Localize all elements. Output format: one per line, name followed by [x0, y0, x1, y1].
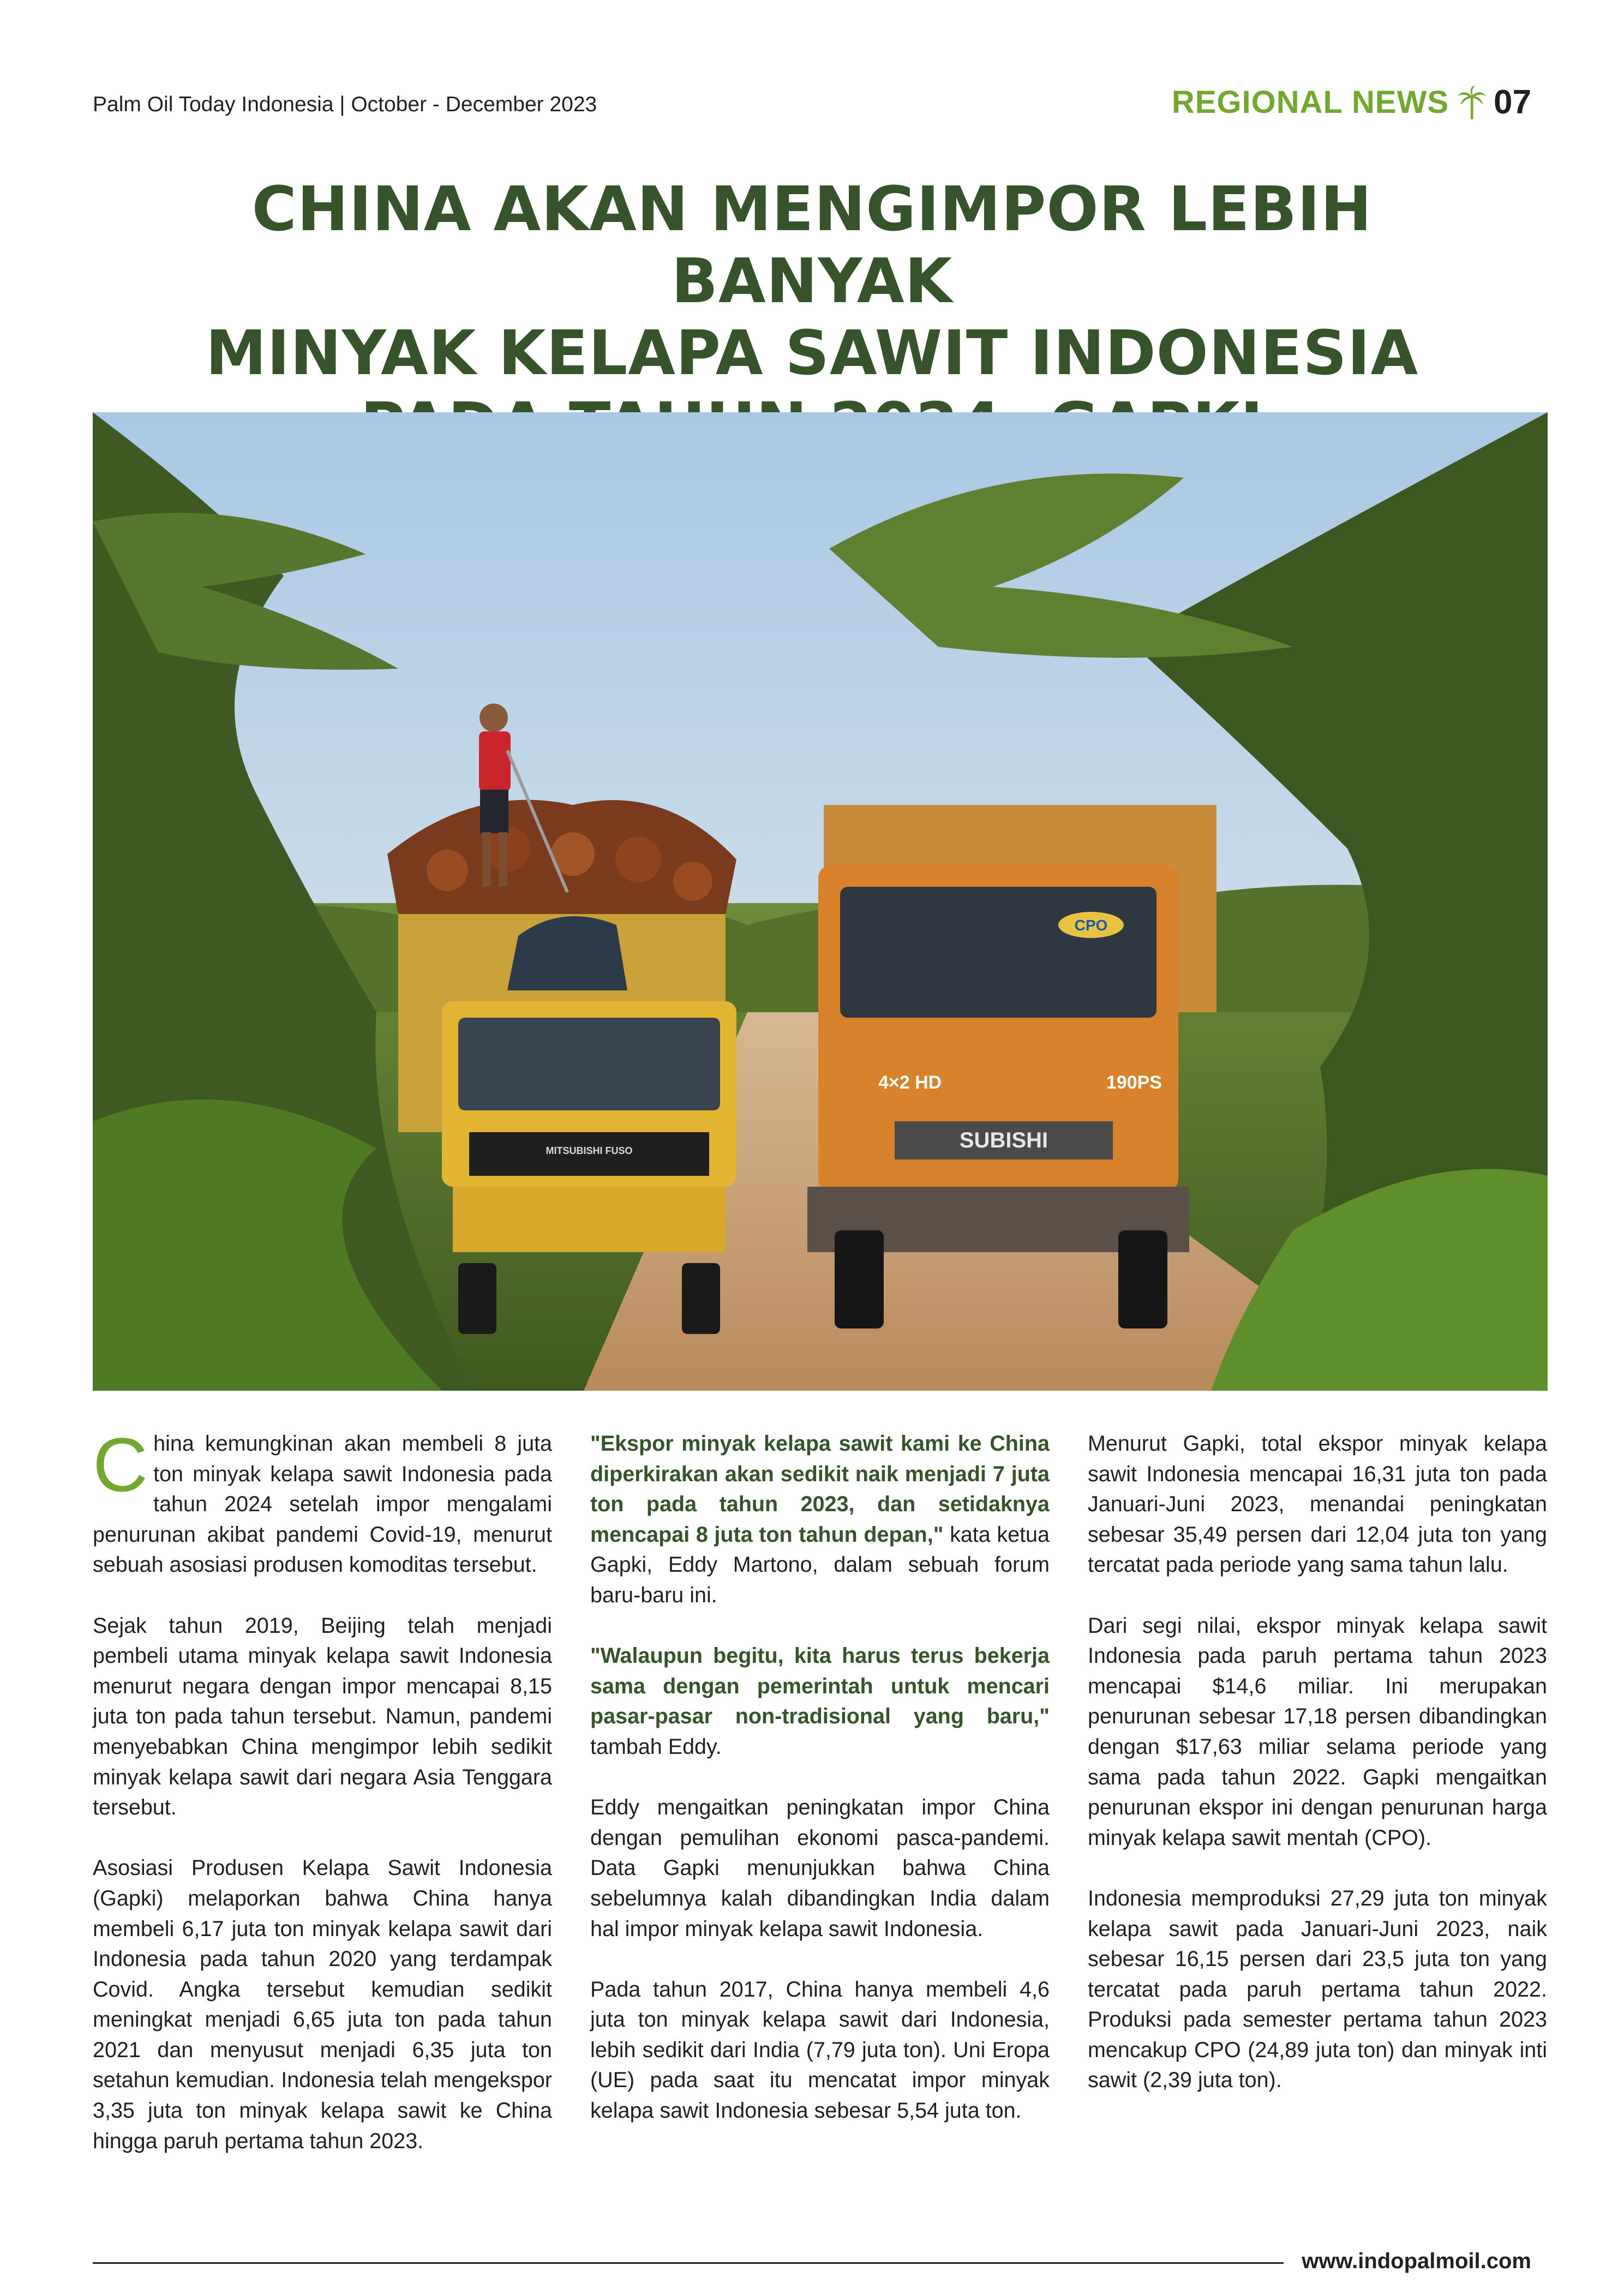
quote-1: "Ekspor minyak kelapa sawit kami ke China diperkirakan akan sedikit naik menjadi 7 juta ton pada tahun 2023, dan setidaknya mencapai 8 juta ton tahun depan,"	[590, 1432, 1050, 1547]
article-column-1	[93, 1422, 552, 2187]
quote-1-attribution: kata ketua Gapki, Eddy Martono, dalam sebuah forum baru-baru ini.	[590, 1522, 1050, 1607]
article-photo	[93, 412, 1548, 1391]
quote-2: "Walaupun begitu, kita harus terus bekerja sama dengan pemerintah untuk mencari pasar-pasar non-tradisional yang baru,"	[590, 1644, 1050, 1729]
article-column-3	[1088, 1429, 1547, 2126]
lead-text: hina kemungkinan akan membeli 8 juta ton minyak kelapa sawit Indonesia pada tahun 2024 setelah impor mengalami penurunan akibat pandemi Covid-19, menurut sebuah asosiasi produsen komoditas tersebut.	[93, 1432, 552, 1577]
palm-plantation-trucks-illustration	[93, 412, 1548, 1391]
title-line-1: CHINA AKAN MENGIMPOR LEBIH BANYAK	[251, 174, 1373, 317]
col3-paragraph-3: Indonesia memproduksi 27,29 juta ton minyak kelapa sawit pada Januari-Juni 2023, naik sebesar 16,15 persen dari 23,5 juta ton yang tercatat pada paruh pertama tahun 2022. Produksi pada semester pertama tahun 2023 mencakup CPO (24,89 juta ton) dan minyak inti sawit (2,39 juta ton).	[1088, 1886, 1547, 2093]
right-truck-model-text: 190PS	[1106, 1072, 1162, 1093]
col2-paragraph-2	[590, 1641, 1050, 1762]
page-number: 07	[1494, 83, 1531, 121]
right-truck-badge-text: 4×2 HD	[878, 1072, 942, 1093]
col2-paragraph-4: Pada tahun 2017, China hanya membeli 4,6 juta ton minyak kelapa sawit dari Indonesia, lebih sedikit dari India (7,79 juta ton). Uni Eropa (UE) pada saat itu mencatat impor minyak kelapa sawit Indonesia sebesar 5,54 juta ton.	[590, 1977, 1050, 2123]
right-truck-grille-text: SUBISHI	[959, 1128, 1048, 1152]
title-line-2: MINYAK KELAPA SAWIT INDONESIA	[205, 318, 1419, 389]
col1-paragraph-2: Sejak tahun 2019, Beijing telah menjadi pembeli utama minyak kelapa sawit Indonesia menurut negara dengan impor mencapai 8,15 juta ton pada tahun tersebut. Namun, pandemi menyebabkan China mengimpor lebih sedikit minyak kelapa sawit dari negara Asia Tenggara tersebut.	[93, 1613, 552, 1820]
col3-paragraph-2: Dari segi nilai, ekspor minyak kelapa sawit Indonesia pada paruh pertama tahun 2023 mencapai $14,6 miliar. Ini merupakan penurunan sebesar 17,18 persen dibandingkan dengan $17,63 miliar selama periode yang sama pada tahun 2022. Gapki mengaitkan penurunan ekspor ini dengan penurunan harga minyak kelapa sawit mentah (CPO).	[1088, 1613, 1547, 1850]
dropcap: C	[93, 1422, 148, 1507]
footer-website-link[interactable]: www.indopalmoil.com	[1302, 2249, 1531, 2273]
article-column-2	[590, 1429, 1050, 2156]
left-truck-grille-text: MITSUBISHI FUSO	[546, 1145, 633, 1156]
col2-paragraph-1	[590, 1429, 1050, 1611]
palm-tree-icon	[1457, 85, 1487, 120]
publication-info: Palm Oil Today Indonesia | October - December 2023	[93, 93, 597, 116]
section-header	[1172, 83, 1531, 122]
section-label: REGIONAL NEWS	[1171, 85, 1449, 120]
right-truck-sticker-text: CPO	[1074, 917, 1108, 934]
lead-paragraph	[93, 1422, 552, 1580]
col1-paragraph-3: Asosiasi Produsen Kelapa Sawit Indonesia (Gapki) melaporkan bahwa China hanya membeli 6,17 juta ton minyak kelapa sawit dari Indonesia pada tahun 2020 yang terdampak Covid. Angka tersebut kemudian sedikit meningkat menjadi 6,65 juta ton pada tahun 2021 dan menyusut menjadi 6,35 juta ton setahun kemudian. Indonesia telah mengekspor 3,35 juta ton minyak kelapa sawit ke China hingga paruh pertama tahun 2023.	[93, 1856, 552, 2153]
footer-divider	[93, 2262, 1284, 2264]
col3-paragraph-1: Menurut Gapki, total ekspor minyak kelapa sawit Indonesia mencapai 16,31 juta ton pada Januari-Juni 2023, menandai peningkatan sebesar 35,49 persen dari 12,04 juta ton yang tercatat pada periode yang sama tahun lalu.	[1088, 1432, 1547, 1577]
col2-paragraph-3: Eddy mengaitkan peningkatan impor China dengan pemulihan ekonomi pasca-pandemi. Data Gapki menunjukkan bahwa China sebelumnya kalah dibandingkan India dalam hal impor minyak kelapa sawit Indonesia.	[590, 1795, 1050, 1941]
quote-2-attribution: tambah Eddy.	[590, 1734, 722, 1759]
